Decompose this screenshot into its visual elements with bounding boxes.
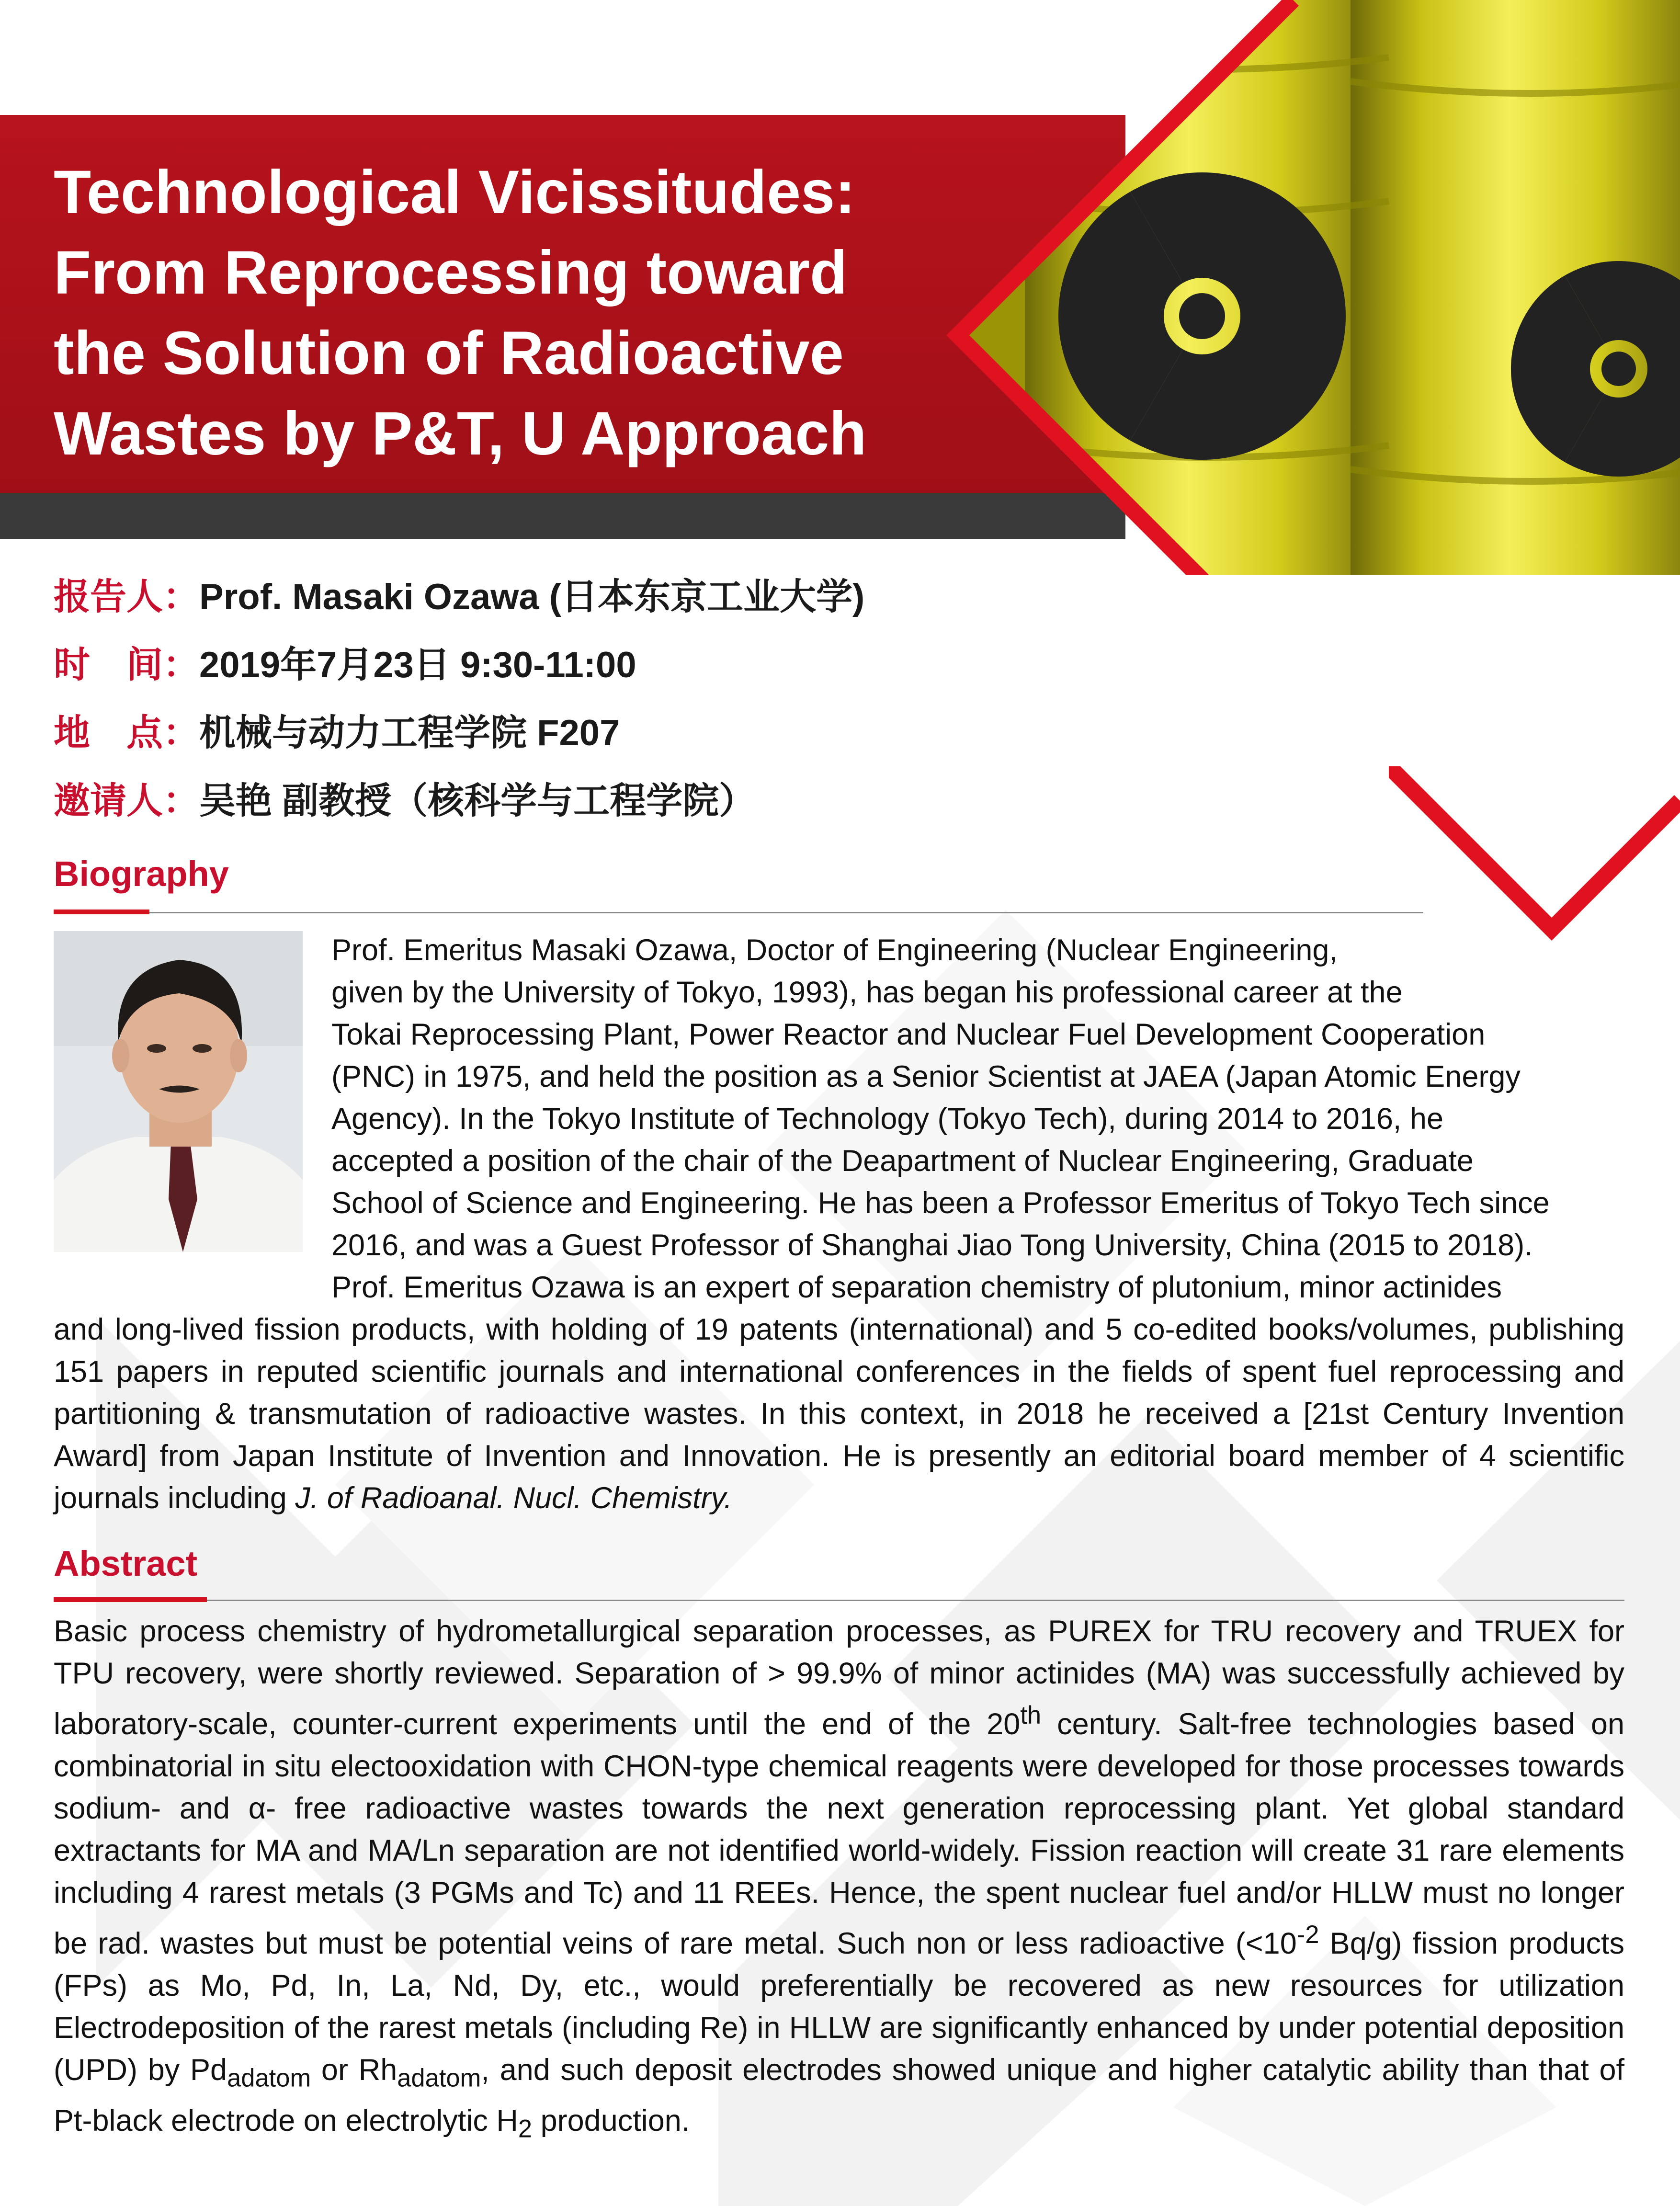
biography-paragraph-2 — [54, 1308, 1624, 1519]
bio-paragraph-text — [54, 1308, 1624, 1519]
bio-line: 2016, and was a Guest Professor of Shanghai Jiao Tong University, China (2015 to 2018). — [331, 1228, 1533, 1262]
bio-line: accepted a position of the chair of the Deapartment of Nuclear Engineering, Graduate — [331, 1144, 1474, 1178]
subscript: adatom — [397, 2064, 481, 2092]
subscript: adatom — [227, 2064, 311, 2092]
time-value: 2019年7月23日 9:30-11:00 — [199, 644, 636, 685]
superscript: th — [1020, 1701, 1042, 1729]
abstract-rule — [54, 1600, 1624, 1601]
event-title — [54, 152, 964, 474]
abstract-rule-accent — [54, 1597, 207, 1602]
abstract-segment: or Rh — [311, 2053, 397, 2087]
event-info — [54, 559, 864, 831]
abstract-segment: Basic process chemistry of hydrometallurgical separation processes, as PUREX for TRU recovery and TRUEX for TPU recovery, were shortly reviewed. Separation of > 99.9% of minor actinides (MA) was successfully achieved by laboratory-scale, counter-current experiments until the end of the 20 — [54, 1615, 1624, 1741]
inviter-row — [54, 763, 864, 831]
subscript: 2 — [518, 2115, 533, 2143]
inviter-value: 吴艳 副教授（核科学与工程学院） — [199, 780, 756, 821]
abstract-text — [54, 1610, 1624, 2150]
biography-rule-accent — [54, 910, 149, 914]
title-line: From Reprocessing toward — [54, 239, 848, 307]
abstract-segment: century. Salt-free technologies based on combinatorial in situ electooxidation with CHON-type chemical reagents were developed for those processes towards sodium- and α- free radioactive wastes towards the next generation reprocessing plant. Yet global standard extractants for MA and MA/Ln separation are not identified world-widely. Fission reaction will create 31 rare elements including 4 rarest metals (3 PGMs and Tc) and 11 REEs. Hence, the spent nuclear fuel and/or HLLW must no longer be rad. wastes but must be potential veins of rare metal. Such non or less radioactive (<10 — [54, 1707, 1624, 1960]
bio-line: (PNC) in 1975, and held the position as a Senior Scientist at JAEA (Japan Atomic Energy — [331, 1060, 1521, 1093]
time-label: 时 间： — [54, 644, 199, 685]
speaker-label: 报告人： — [54, 576, 199, 617]
abstract-segment: production. — [532, 2104, 690, 2138]
bio-line: School of Science and Engineering. He has been a Professor Emeritus of Tokyo Tech since — [331, 1186, 1550, 1220]
title-line: Technological Vicissitudes: — [54, 158, 855, 227]
speaker-photo — [54, 931, 303, 1252]
time-row — [54, 627, 864, 695]
abstract-heading: Abstract — [54, 1544, 198, 1583]
place-value: 机械与动力工程学院 F207 — [199, 712, 620, 753]
speaker-row — [54, 559, 864, 627]
bio-line: given by the University of Tokyo, 1993), has began his professional career at the — [331, 976, 1403, 1009]
abstract-body — [54, 1610, 1624, 2150]
inviter-label: 邀请人： — [54, 780, 199, 821]
title-line: Wastes by P&T, U Approach — [54, 399, 867, 468]
bio-line: Tokai Reprocessing Plant, Power Reactor and Nuclear Fuel Development Cooperation — [331, 1018, 1486, 1051]
bio-line: Prof. Emeritus Masaki Ozawa, Doctor of Engineering (Nuclear Engineering, — [331, 933, 1338, 967]
bio-line: Prof. Emeritus Ozawa is an expert of separation chemistry of plutonium, minor actinides — [331, 1271, 1502, 1304]
title-line: the Solution of Radioactive — [54, 319, 844, 387]
bio-text: and long-lived fission products, with holding of 19 patents (international) and 5 co-edited books/volumes, publishing 151 papers in reputed scientific journals and international conferences in the fields of spent fuel reprocessing and partitioning & transmutation of radioactive wastes. In this context, in 2018 he received a [21st Century Invention Award] from Japan Institute of Invention and Innovation. He is presently an editorial board member of 4 scientific journals including — [54, 1313, 1624, 1515]
biography-paragraph-1 — [331, 929, 1624, 1266]
abstract-segment: Bq/g) fission products (FPs) as Mo, Pd, In, La, Nd, Dy, etc., would preferentially be recovered as new resources for utilization Electrodeposition of the rarest metals (including Re) in HLLW are significantly enhanced by under potential deposition (UPD) by Pd — [54, 1927, 1624, 2087]
abstract-segment: , and such deposit electrodes showed unique and higher catalytic ability than that of Pt-black electrode on electrolytic H — [54, 2053, 1624, 2138]
biography-heading: Biography — [54, 854, 229, 894]
speaker-value: Prof. Masaki Ozawa (日本东京工业大学) — [199, 576, 865, 617]
place-row — [54, 695, 864, 763]
superscript: -2 — [1296, 1921, 1319, 1949]
biography-paragraph-2-first — [331, 1266, 1624, 1308]
place-label: 地 点： — [54, 712, 199, 753]
biography-rule — [54, 912, 1423, 913]
bio-line: Agency). In the Tokyo Institute of Technology (Tokyo Tech), during 2014 to 2016, he — [331, 1102, 1443, 1136]
journal-name: J. of Radioanal. Nucl. Chemistry. — [295, 1481, 732, 1515]
